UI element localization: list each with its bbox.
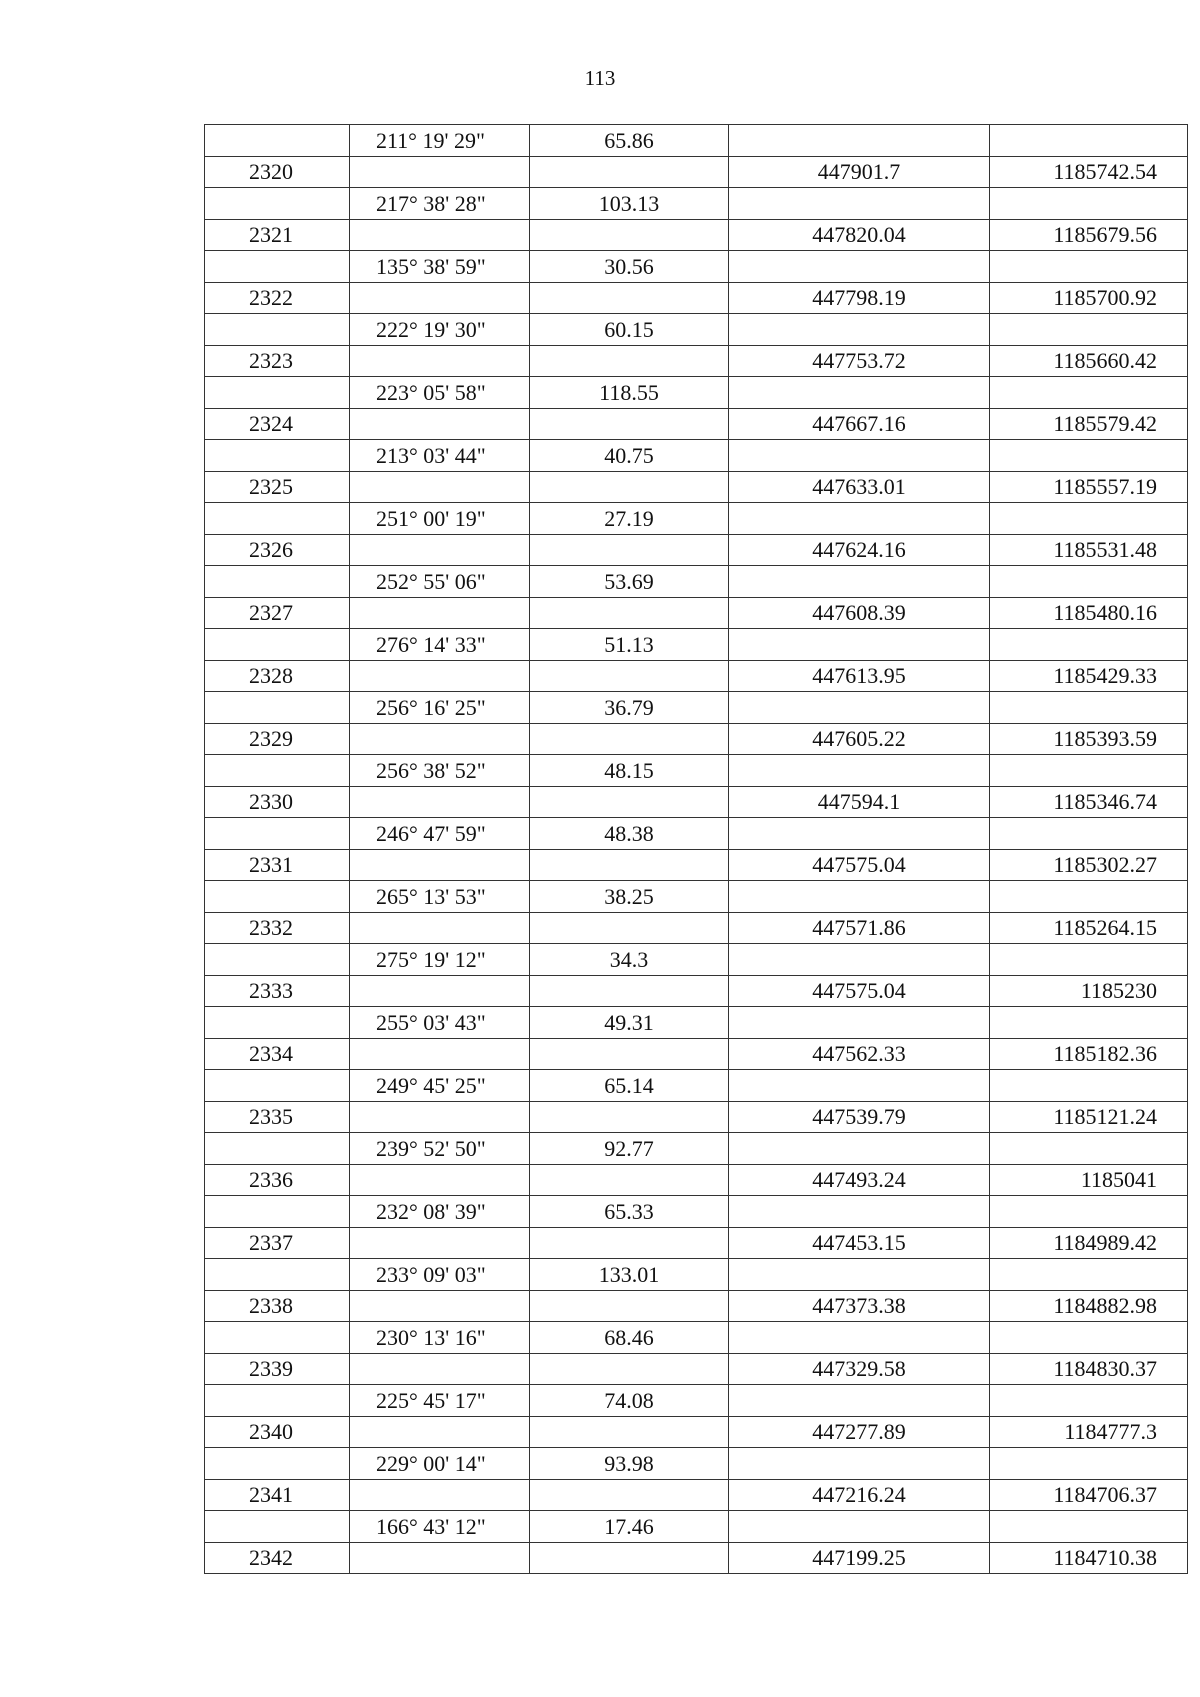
- angle-cell: 252° 55' 06": [350, 566, 530, 598]
- point-id-cell: [205, 629, 350, 661]
- distance-cell: 17.46: [530, 1511, 729, 1543]
- point-id-cell: 2340: [205, 1416, 350, 1448]
- y-coordinate-cell: [990, 818, 1188, 850]
- point-id-cell: [205, 944, 350, 976]
- x-coordinate-cell: [729, 125, 990, 157]
- point-id-cell: [205, 251, 350, 283]
- coordinate-table: [204, 124, 1188, 1574]
- segment-row: [205, 881, 1188, 913]
- distance-cell: 118.55: [530, 377, 729, 409]
- point-id-cell: [205, 503, 350, 535]
- y-coordinate-cell: [990, 1070, 1188, 1102]
- x-coordinate-cell: [729, 566, 990, 598]
- segment-row: [205, 1196, 1188, 1228]
- angle-cell: 232° 08' 39": [350, 1196, 530, 1228]
- point-id-cell: 2321: [205, 219, 350, 251]
- point-row: [205, 345, 1188, 377]
- point-id-cell: [205, 755, 350, 787]
- y-coordinate-cell: 1184710.38: [990, 1542, 1188, 1574]
- x-coordinate-cell: 447453.15: [729, 1227, 990, 1259]
- y-coordinate-cell: [990, 1448, 1188, 1480]
- angle-cell: 265° 13' 53": [350, 881, 530, 913]
- point-row: [205, 282, 1188, 314]
- x-coordinate-cell: 447667.16: [729, 408, 990, 440]
- page-number: 113: [584, 66, 616, 90]
- distance-cell: [530, 1038, 729, 1070]
- point-row: [205, 597, 1188, 629]
- x-coordinate-cell: 447901.7: [729, 156, 990, 188]
- angle-cell: [350, 219, 530, 251]
- point-id-cell: [205, 377, 350, 409]
- point-id-cell: 2330: [205, 786, 350, 818]
- angle-cell: [350, 1101, 530, 1133]
- segment-row: [205, 503, 1188, 535]
- distance-cell: [530, 1227, 729, 1259]
- angle-cell: 222° 19' 30": [350, 314, 530, 346]
- y-coordinate-cell: [990, 503, 1188, 535]
- point-id-cell: [205, 1259, 350, 1291]
- distance-cell: [530, 597, 729, 629]
- x-coordinate-cell: [729, 881, 990, 913]
- x-coordinate-cell: 447571.86: [729, 912, 990, 944]
- y-coordinate-cell: 1185121.24: [990, 1101, 1188, 1133]
- point-row: [205, 1101, 1188, 1133]
- point-row: [205, 1479, 1188, 1511]
- distance-cell: 38.25: [530, 881, 729, 913]
- segment-row: [205, 755, 1188, 787]
- point-id-cell: [205, 1511, 350, 1543]
- y-coordinate-cell: 1184830.37: [990, 1353, 1188, 1385]
- distance-cell: 36.79: [530, 692, 729, 724]
- y-coordinate-cell: [990, 125, 1188, 157]
- point-id-cell: [205, 1133, 350, 1165]
- point-id-cell: 2324: [205, 408, 350, 440]
- distance-cell: 65.86: [530, 125, 729, 157]
- point-row: [205, 1290, 1188, 1322]
- y-coordinate-cell: [990, 440, 1188, 472]
- angle-cell: 255° 03' 43": [350, 1007, 530, 1039]
- y-coordinate-cell: 1185531.48: [990, 534, 1188, 566]
- distance-cell: [530, 1290, 729, 1322]
- x-coordinate-cell: [729, 755, 990, 787]
- point-row: [205, 723, 1188, 755]
- angle-cell: [350, 1038, 530, 1070]
- distance-cell: [530, 849, 729, 881]
- distance-cell: [530, 1542, 729, 1574]
- distance-cell: 51.13: [530, 629, 729, 661]
- segment-row: [205, 629, 1188, 661]
- point-row: [205, 219, 1188, 251]
- y-coordinate-cell: [990, 755, 1188, 787]
- x-coordinate-cell: [729, 692, 990, 724]
- point-id-cell: [205, 1322, 350, 1354]
- point-id-cell: [205, 188, 350, 220]
- angle-cell: 233° 09' 03": [350, 1259, 530, 1291]
- y-coordinate-cell: 1185429.33: [990, 660, 1188, 692]
- distance-cell: 133.01: [530, 1259, 729, 1291]
- segment-row: [205, 1133, 1188, 1165]
- x-coordinate-cell: 447608.39: [729, 597, 990, 629]
- segment-row: [205, 566, 1188, 598]
- distance-cell: 48.15: [530, 755, 729, 787]
- angle-cell: 135° 38' 59": [350, 251, 530, 283]
- angle-cell: [350, 471, 530, 503]
- segment-row: [205, 1448, 1188, 1480]
- point-id-cell: [205, 1007, 350, 1039]
- distance-cell: [530, 660, 729, 692]
- y-coordinate-cell: 1185557.19: [990, 471, 1188, 503]
- distance-cell: 49.31: [530, 1007, 729, 1039]
- distance-cell: [530, 786, 729, 818]
- point-id-cell: 2332: [205, 912, 350, 944]
- point-id-cell: 2335: [205, 1101, 350, 1133]
- x-coordinate-cell: [729, 1385, 990, 1417]
- distance-cell: 103.13: [530, 188, 729, 220]
- distance-cell: [530, 1479, 729, 1511]
- angle-cell: 256° 16' 25": [350, 692, 530, 724]
- distance-cell: 27.19: [530, 503, 729, 535]
- y-coordinate-cell: [990, 1196, 1188, 1228]
- y-coordinate-cell: 1184706.37: [990, 1479, 1188, 1511]
- angle-cell: 213° 03' 44": [350, 440, 530, 472]
- angle-cell: [350, 597, 530, 629]
- angle-cell: [350, 786, 530, 818]
- x-coordinate-cell: [729, 944, 990, 976]
- segment-row: [205, 1385, 1188, 1417]
- segment-row: [205, 125, 1188, 157]
- x-coordinate-cell: [729, 1448, 990, 1480]
- x-coordinate-cell: 447539.79: [729, 1101, 990, 1133]
- x-coordinate-cell: [729, 1196, 990, 1228]
- segment-row: [205, 1070, 1188, 1102]
- y-coordinate-cell: 1185346.74: [990, 786, 1188, 818]
- x-coordinate-cell: 447624.16: [729, 534, 990, 566]
- point-row: [205, 1353, 1188, 1385]
- y-coordinate-cell: [990, 251, 1188, 283]
- point-row: [205, 849, 1188, 881]
- distance-cell: [530, 534, 729, 566]
- angle-cell: [350, 345, 530, 377]
- distance-cell: [530, 723, 729, 755]
- segment-row: [205, 1322, 1188, 1354]
- point-id-cell: 2327: [205, 597, 350, 629]
- y-coordinate-cell: 1185302.27: [990, 849, 1188, 881]
- angle-cell: 275° 19' 12": [350, 944, 530, 976]
- x-coordinate-cell: 447373.38: [729, 1290, 990, 1322]
- point-id-cell: 2323: [205, 345, 350, 377]
- y-coordinate-cell: [990, 314, 1188, 346]
- x-coordinate-cell: 447633.01: [729, 471, 990, 503]
- distance-cell: 68.46: [530, 1322, 729, 1354]
- point-id-cell: 2337: [205, 1227, 350, 1259]
- segment-row: [205, 818, 1188, 850]
- x-coordinate-cell: [729, 1259, 990, 1291]
- x-coordinate-cell: [729, 1511, 990, 1543]
- point-id-cell: 2338: [205, 1290, 350, 1322]
- y-coordinate-cell: [990, 1007, 1188, 1039]
- distance-cell: [530, 975, 729, 1007]
- y-coordinate-cell: 1185264.15: [990, 912, 1188, 944]
- x-coordinate-cell: 447753.72: [729, 345, 990, 377]
- point-id-cell: 2336: [205, 1164, 350, 1196]
- y-coordinate-cell: [990, 1259, 1188, 1291]
- x-coordinate-cell: 447575.04: [729, 975, 990, 1007]
- x-coordinate-cell: [729, 629, 990, 661]
- angle-cell: [350, 1290, 530, 1322]
- segment-row: [205, 188, 1188, 220]
- point-id-cell: 2325: [205, 471, 350, 503]
- distance-cell: [530, 156, 729, 188]
- angle-cell: [350, 1164, 530, 1196]
- distance-cell: 92.77: [530, 1133, 729, 1165]
- distance-cell: 34.3: [530, 944, 729, 976]
- x-coordinate-cell: [729, 503, 990, 535]
- x-coordinate-cell: 447493.24: [729, 1164, 990, 1196]
- angle-cell: 230° 13' 16": [350, 1322, 530, 1354]
- angle-cell: 225° 45' 17": [350, 1385, 530, 1417]
- distance-cell: 65.33: [530, 1196, 729, 1228]
- distance-cell: [530, 1416, 729, 1448]
- point-id-cell: [205, 1070, 350, 1102]
- x-coordinate-cell: [729, 251, 990, 283]
- x-coordinate-cell: [729, 377, 990, 409]
- point-id-cell: [205, 1448, 350, 1480]
- distance-cell: 53.69: [530, 566, 729, 598]
- x-coordinate-cell: [729, 188, 990, 220]
- x-coordinate-cell: [729, 314, 990, 346]
- point-id-cell: 2322: [205, 282, 350, 314]
- point-id-cell: [205, 440, 350, 472]
- y-coordinate-cell: 1185742.54: [990, 156, 1188, 188]
- angle-cell: 246° 47' 59": [350, 818, 530, 850]
- y-coordinate-cell: 1184989.42: [990, 1227, 1188, 1259]
- angle-cell: 229° 00' 14": [350, 1448, 530, 1480]
- x-coordinate-cell: [729, 1070, 990, 1102]
- point-row: [205, 975, 1188, 1007]
- x-coordinate-cell: [729, 440, 990, 472]
- angle-cell: [350, 1479, 530, 1511]
- distance-cell: 74.08: [530, 1385, 729, 1417]
- angle-cell: [350, 660, 530, 692]
- table-body: [205, 125, 1188, 1574]
- y-coordinate-cell: 1185182.36: [990, 1038, 1188, 1070]
- angle-cell: 217° 38' 28": [350, 188, 530, 220]
- y-coordinate-cell: [990, 692, 1188, 724]
- point-id-cell: 2328: [205, 660, 350, 692]
- x-coordinate-cell: 447329.58: [729, 1353, 990, 1385]
- point-id-cell: [205, 1385, 350, 1417]
- angle-cell: 223° 05' 58": [350, 377, 530, 409]
- segment-row: [205, 1511, 1188, 1543]
- distance-cell: [530, 408, 729, 440]
- y-coordinate-cell: [990, 188, 1188, 220]
- x-coordinate-cell: [729, 818, 990, 850]
- distance-cell: 48.38: [530, 818, 729, 850]
- distance-cell: [530, 1353, 729, 1385]
- y-coordinate-cell: 1185480.16: [990, 597, 1188, 629]
- distance-cell: [530, 219, 729, 251]
- y-coordinate-cell: 1185700.92: [990, 282, 1188, 314]
- segment-row: [205, 692, 1188, 724]
- point-id-cell: 2326: [205, 534, 350, 566]
- x-coordinate-cell: 447613.95: [729, 660, 990, 692]
- y-coordinate-cell: [990, 1133, 1188, 1165]
- point-row: [205, 1227, 1188, 1259]
- angle-cell: 211° 19' 29": [350, 125, 530, 157]
- segment-row: [205, 251, 1188, 283]
- point-id-cell: [205, 1196, 350, 1228]
- point-id-cell: 2329: [205, 723, 350, 755]
- angle-cell: [350, 1542, 530, 1574]
- point-id-cell: 2341: [205, 1479, 350, 1511]
- x-coordinate-cell: 447199.25: [729, 1542, 990, 1574]
- x-coordinate-cell: 447277.89: [729, 1416, 990, 1448]
- point-row: [205, 786, 1188, 818]
- x-coordinate-cell: 447605.22: [729, 723, 990, 755]
- angle-cell: [350, 1353, 530, 1385]
- y-coordinate-cell: 1185660.42: [990, 345, 1188, 377]
- x-coordinate-cell: 447562.33: [729, 1038, 990, 1070]
- point-id-cell: 2339: [205, 1353, 350, 1385]
- angle-cell: [350, 849, 530, 881]
- angle-cell: [350, 1227, 530, 1259]
- point-id-cell: 2331: [205, 849, 350, 881]
- y-coordinate-cell: [990, 1511, 1188, 1543]
- point-id-cell: 2320: [205, 156, 350, 188]
- x-coordinate-cell: 447820.04: [729, 219, 990, 251]
- angle-cell: 249° 45' 25": [350, 1070, 530, 1102]
- distance-cell: 65.14: [530, 1070, 729, 1102]
- x-coordinate-cell: 447575.04: [729, 849, 990, 881]
- angle-cell: [350, 408, 530, 440]
- distance-cell: [530, 345, 729, 377]
- point-row: [205, 534, 1188, 566]
- angle-cell: 276° 14' 33": [350, 629, 530, 661]
- angle-cell: [350, 282, 530, 314]
- angle-cell: 239° 52' 50": [350, 1133, 530, 1165]
- y-coordinate-cell: 1184777.3: [990, 1416, 1188, 1448]
- y-coordinate-cell: [990, 1385, 1188, 1417]
- x-coordinate-cell: [729, 1322, 990, 1354]
- y-coordinate-cell: [990, 566, 1188, 598]
- segment-row: [205, 1007, 1188, 1039]
- point-id-cell: [205, 881, 350, 913]
- point-row: [205, 912, 1188, 944]
- angle-cell: [350, 156, 530, 188]
- distance-cell: 60.15: [530, 314, 729, 346]
- x-coordinate-cell: 447798.19: [729, 282, 990, 314]
- distance-cell: [530, 1164, 729, 1196]
- y-coordinate-cell: 1185041: [990, 1164, 1188, 1196]
- segment-row: [205, 314, 1188, 346]
- y-coordinate-cell: 1184882.98: [990, 1290, 1188, 1322]
- point-row: [205, 156, 1188, 188]
- angle-cell: [350, 723, 530, 755]
- y-coordinate-cell: 1185393.59: [990, 723, 1188, 755]
- y-coordinate-cell: [990, 944, 1188, 976]
- x-coordinate-cell: [729, 1133, 990, 1165]
- angle-cell: [350, 975, 530, 1007]
- point-id-cell: [205, 566, 350, 598]
- x-coordinate-cell: 447594.1: [729, 786, 990, 818]
- x-coordinate-cell: 447216.24: [729, 1479, 990, 1511]
- point-row: [205, 1416, 1188, 1448]
- y-coordinate-cell: [990, 629, 1188, 661]
- y-coordinate-cell: 1185579.42: [990, 408, 1188, 440]
- y-coordinate-cell: [990, 1322, 1188, 1354]
- distance-cell: [530, 282, 729, 314]
- distance-cell: [530, 471, 729, 503]
- point-id-cell: 2334: [205, 1038, 350, 1070]
- segment-row: [205, 944, 1188, 976]
- point-id-cell: 2342: [205, 1542, 350, 1574]
- angle-cell: [350, 534, 530, 566]
- angle-cell: [350, 912, 530, 944]
- point-row: [205, 1542, 1188, 1574]
- angle-cell: 256° 38' 52": [350, 755, 530, 787]
- distance-cell: 40.75: [530, 440, 729, 472]
- point-row: [205, 408, 1188, 440]
- point-row: [205, 471, 1188, 503]
- point-id-cell: [205, 314, 350, 346]
- y-coordinate-cell: [990, 881, 1188, 913]
- angle-cell: 251° 00' 19": [350, 503, 530, 535]
- distance-cell: [530, 912, 729, 944]
- point-row: [205, 1038, 1188, 1070]
- segment-row: [205, 440, 1188, 472]
- point-id-cell: [205, 818, 350, 850]
- angle-cell: 166° 43' 12": [350, 1511, 530, 1543]
- angle-cell: [350, 1416, 530, 1448]
- point-id-cell: [205, 692, 350, 724]
- point-id-cell: [205, 125, 350, 157]
- point-row: [205, 1164, 1188, 1196]
- point-row: [205, 660, 1188, 692]
- distance-cell: 30.56: [530, 251, 729, 283]
- segment-row: [205, 377, 1188, 409]
- point-id-cell: 2333: [205, 975, 350, 1007]
- distance-cell: [530, 1101, 729, 1133]
- y-coordinate-cell: [990, 377, 1188, 409]
- y-coordinate-cell: 1185230: [990, 975, 1188, 1007]
- y-coordinate-cell: 1185679.56: [990, 219, 1188, 251]
- segment-row: [205, 1259, 1188, 1291]
- x-coordinate-cell: [729, 1007, 990, 1039]
- distance-cell: 93.98: [530, 1448, 729, 1480]
